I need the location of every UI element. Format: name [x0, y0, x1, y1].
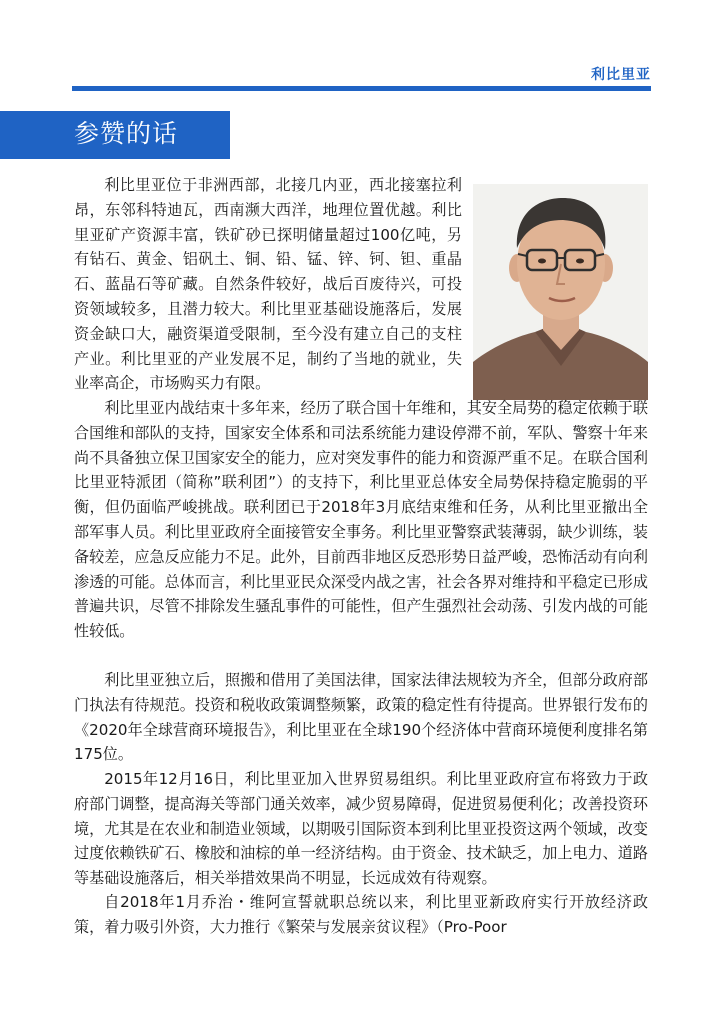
paragraph-4: 2015年12月16日，利比里亚加入世界贸易组织。利比里亚政府宣布将致力于政府部门调整，提高海关等部门通关效率，减少贸易障碍，促进贸易便利化；改善投资环境，尤其是在农业和制造业领域，以期吸引国际资本到利比里亚投资这两个领域，改变过度依赖铁矿石、橡胶和油棕的单一经济结构。由于资金、技术缺乏，加上电力、道路等基础设施落后，相关举措效果尚不明显，长远成效有待观察。 [74, 770, 648, 888]
header-rule [72, 86, 651, 91]
portrait-photo-icon [473, 184, 648, 400]
paragraph-5: 自2018年1月乔治・维阿宣誓就职总统以来，利比里亚新政府实行开放经济政策，着力吸引外资，大力推行《繁荣与发展亲贫议程》（Pro-Poor [74, 893, 648, 936]
section-title: 参赞的话 [74, 119, 179, 148]
paragraph-2: 利比里亚内战结束十多年来，经历了联合国十年维和，其安全局势的稳定依赖于联合国维和部队的支持，国家安全体系和司法系统能力建设停滞不前，军队、警察十年来尚不具备独立保卫国家安全的能力，应对突发事件的能力和资源严重不足。在联合国利比里亚特派团（简称”联利团”）的支持下，利比里亚总体安全局势保持稳定脆弱的平衡，但仍面临严峻挑战。联利团已于2018年3月底结束维和任务，从利比里亚撤出全部军事人员。利比里亚政府全面接管安全事务。利比里亚警察武装薄弱，缺少训练，装备较差，应急反应能力不足。此外，目前西非地区反恐形势日益严峻，恐怖活动有向利渗透的可能。总体而言，利比里亚民众深受内战之害，社会各界对维持和平稳定已形成普遍共识，尽管不排除发生骚乱事件的可能性，但产生强烈社会动荡、引发内战的可能性较低。 [74, 399, 648, 641]
paragraph-1: 利比里亚位于非洲西部，北接几内亚，西北接塞拉利昂，东邻科特迪瓦，西南濒大西洋，地理位置优越。利比里亚矿产资源丰富，铁矿砂已探明储量超过100亿吨，另有钻石、黄金、铝矾土、铜、铅、锰、锌、钶、钽、重晶石、蓝晶石等矿藏。自然条件较好，战后百废待兴，可投资领域较多，且潜力较大。利比里亚基础设施落后，发展资金缺口大，融资渠道受限制，至今没有建立自己的支柱产业。利比里亚的产业发展不足，制约了当地的就业，失业率高企，市场购买力有限。 [74, 176, 462, 393]
header-country: 利比里亚 [591, 67, 651, 83]
portrait-photo [473, 184, 648, 400]
paragraph-3: 利比里亚独立后，照搬和借用了美国法律，国家法律法规较为齐全，但部分政府部门执法有待规范。投资和税收政策调整频繁，政策的稳定性有待提高。世界银行发布的《2020年全球营商环境报告》，利比里亚在全球190个经济体中营商环境便利度排名第175位。 [74, 671, 648, 764]
